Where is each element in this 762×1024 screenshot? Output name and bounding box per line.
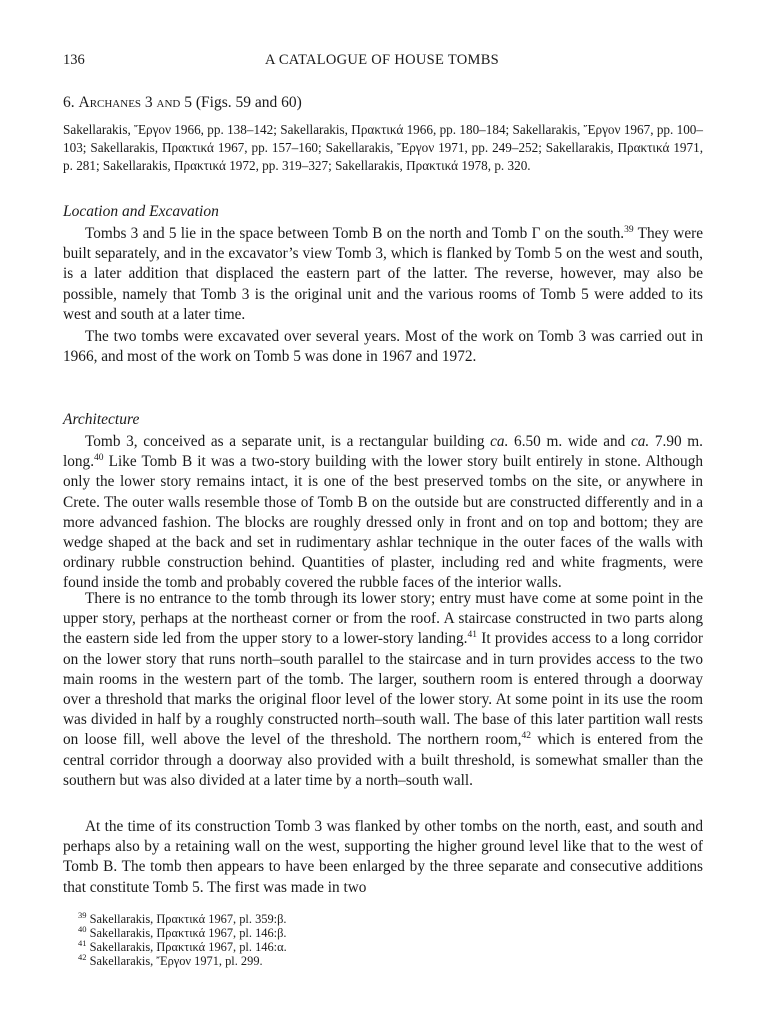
section-figure-ref: (Figs. 59 and 60): [195, 94, 302, 111]
paragraph-text: 7.90 m. long.: [63, 433, 704, 471]
paragraph-location-2: The two tombs were excavated over several years. Most of the work on Tomb 3 was carried out in 1966, and most of the work on Tomb 5 was done in 1967 and 1972.: [63, 328, 703, 366]
section-number: 6.: [63, 94, 75, 111]
footnote-number: 41: [78, 937, 87, 948]
footnote-number: 40: [78, 923, 87, 934]
footnote: [78, 951, 287, 968]
paragraph-architecture-1: [63, 432, 703, 594]
footnote: [78, 909, 287, 926]
footnote-text: Sakellarakis, Πρακτικά 1967, pl. 359:β.: [89, 912, 287, 926]
paragraph-text: 6.50 m. wide and: [508, 433, 631, 450]
running-head: A CATALOGUE OF HOUSE TOMBS: [264, 52, 500, 68]
footnote: [78, 923, 287, 940]
paragraph-text: Tomb 3, conceived as a separate unit, is a rectangular building: [85, 433, 491, 450]
section-name: Archanes 3 and 5: [78, 94, 192, 111]
footnote-ref-39[interactable]: 39: [624, 224, 634, 235]
footnote-ref-41[interactable]: 41: [467, 630, 478, 641]
footnote-text: Sakellarakis, Ἔργον 1971, pl. 299.: [89, 954, 263, 968]
subheading-location: Location and Excavation: [63, 203, 219, 220]
abbrev-circa: ca.: [630, 433, 650, 450]
abbrev-circa: ca.: [490, 433, 509, 450]
page-number: 136: [63, 52, 85, 68]
footnote-number: 42: [78, 951, 87, 962]
footnotes: [78, 909, 287, 968]
footnote-text: Sakellarakis, Πρακτικά 1967, pl. 146:β.: [89, 926, 287, 940]
footnote-ref-40[interactable]: 40: [94, 453, 104, 464]
paragraph-text: There is no entrance to the tomb through its lower story; entry must have come at some point in the upper story, perhaps at the northeast corner or from the roof. A staircase constructed in two parts along the eastern side led from the upper story to a lower-story landing.: [63, 590, 703, 648]
paragraph-text: which is entered from the central corridor through a doorway also provided with a built threshold, is somewhat smaller than the southern but was also divided at a later time by a north–south wall.: [63, 731, 704, 789]
footnote-number: 39: [78, 909, 87, 920]
footnote: [78, 937, 287, 954]
page-header: [63, 52, 701, 72]
section-title: [63, 94, 302, 112]
footnote-ref-42[interactable]: 42: [521, 731, 532, 742]
paragraph-location-1: [63, 224, 703, 325]
paragraph-text: It provides access to a long corridor on the lower story that runs north–south parallel to the staircase and in turn provides access to the two main rooms in the western part of the tomb. The larger, southern room is entered through a doorway over a threshold that marks the original floor level of the lower story. At some point in its use the room was divided in half by a roughly constructed north–south wall. The base of this later partition wall rests on loose fill, well above the level of the threshold. The northern room,: [63, 630, 703, 749]
paragraph-architecture-3: At the time of its construction Tomb 3 was flanked by other tombs on the north, east, and south and perhaps also by a retaining wall on the west, supporting the higher ground level like that to the west of Tomb B. The tomb then appears to have been enlarged by the three separate and consecutive additions that constitute Tomb 5. The first was made in two: [63, 818, 703, 896]
paragraph-text: Tombs 3 and 5 lie in the space between Tomb B on the north and Tomb Γ on the south.: [85, 225, 625, 242]
paragraph-architecture-2: [63, 589, 703, 791]
bibliography: Sakellarakis, Ἔργον 1966, pp. 138–142; Sakellarakis, Πρακτικά 1966, pp. 180–184; Sakellarakis, Ἔργον 1967, pp. 100–103; Sakellarakis, Πρακτικά 1967, pp. 157–160; Sakellarakis, Ἔργον 1971, pp. 249–252; Sakellarakis, Πρακτικά 1971, p. 281; Sakellarakis, Πρακτικά 1972, pp. 319–327; Sakellarakis, Πρακτικά 1978, p. 320.: [63, 122, 703, 173]
subheading-architecture: Architecture: [63, 411, 140, 428]
paragraph-text: Like Tomb B it was a two-story building with the lower story built entirely in stone. Although only the lower story remains intact, it is one of the best preserved tombs on the site, or anywhere in Crete. The outer walls resemble those of Tomb B on the outside but are constructed differently and in a more advanced fashion. The blocks are roughly dressed only in front and on top and bottom; they are wedge shaped at the back and set in rudimentary ashlar technique in the outer faces of the walls with ordinary rubble construction behind. Quantities of plaster, including red and white fragments, were found inside the tomb and probably covered the rubble faces of the interior walls.: [63, 453, 703, 592]
footnote-text: Sakellarakis, Πρακτικά 1967, pl. 146:α.: [89, 940, 287, 954]
paragraph-text: They were built separately, and in the excavator’s view Tomb 3, which is flanked by Tomb 5 on the west and south, is a later addition that displaced the eastern part of the latter. The reverse, however, may also be possible, namely that Tomb 3 is the original unit and the various rooms of Tomb 5 were added to its west and south at a later time.: [63, 225, 703, 323]
